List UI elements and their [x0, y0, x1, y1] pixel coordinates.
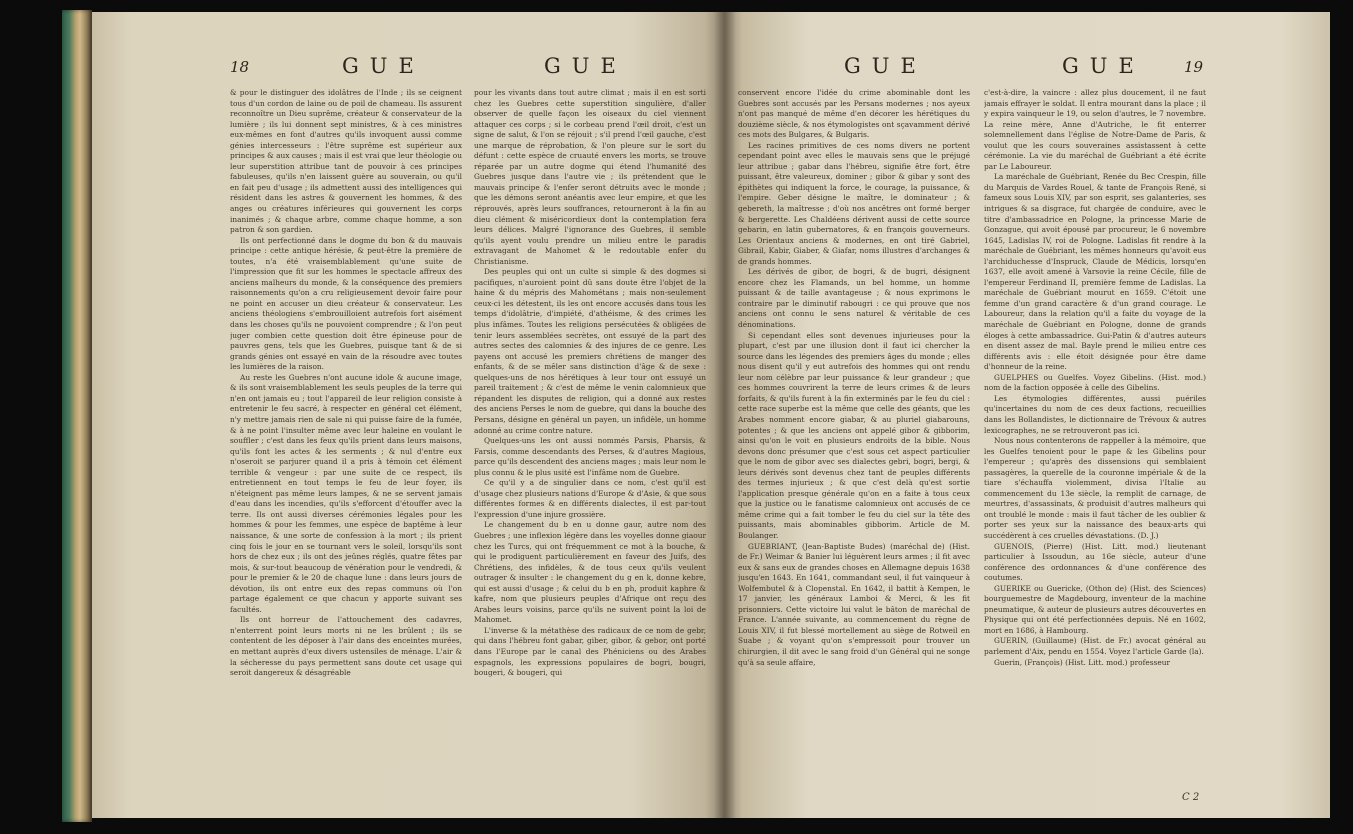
book-edge — [62, 10, 92, 822]
paragraph: Au reste les Guebres n'ont aucune idole & aucune image, & ils sont vraisemblablement les seuls peuples de la terre qui n'en ont jamais eu ; tout l'appareil de leur religion consiste à entretenir le feu sacré, à respecter en général cet élément, n'y mettre jamais rien de sale ni qui puisse faire de la fumée, & à ne point l'insulter même avec leur haleine en voulant le souffler ; c'est dans les feux qu'ils prient dans leurs maisons, qu'ils font les actes & les serments ; & nul d'entre eux n'oseroit se parjurer quand il a pris à témoin cet élément terrible & vengeur : par une suite de ce respect, ils entretiennent en tout temps le feu de leur foyer, ils n'éteignent pas même leurs lampes, & ne se servent jamais d'eau dans les incendies, qu'ils s'efforcent d'étouffer avec la terre. Ils ont aussi diverses cérémonies légales pour les hommes & pour les femmes, une espèce de baptême à leur naissance, & une sorte de confession à la mort ; ils prient cinq fois le jour en se tournant vers le soleil, lorsqu'ils sont hors de chez eux ; ils ont des jeûnes réglés, quatre fêtes par mois, & sur-tout beaucoup de vénération pour le vendredi, & pour le premier & le 20 de chaque lune : dans leurs jours de dévotion, ils ont entre eux des repas communs où l'on partage également ce que chacun y apporte suivant ses facultés. — [230, 372, 462, 614]
paragraph: Le changement du b en u donne gaur, autre nom des Guebres ; une inflexion légère dans les voyelles donne giaour chez les Turcs, qui ont fréquemment ce mot à la bouche, & qui le prodiguent particulièrement en faveur des Juifs, des Chrétiens, des infidèles, & de tous ceux qu'ils veulent outrager & insulter : le changement du g en k, donne kebre, qui est aussi d'usage ; & celui du b en ph, produit kaphre & kafre, nom que plusieurs peuples d'Afrique ont reçu des Arabes leurs voisins, parce qu'ils ne suivent point la loi de Mahomet. — [474, 520, 706, 625]
paragraph: pour les vivants dans tout autre climat ; mais il en est sorti chez les Guebres cette superstition singulière, d'aller observer de quelle façon les oiseaux du ciel viennent attaquer ces corps ; si le corbeau prend l'œil droit, c'est un signe de salut, & l'on se réjouit ; s'il prend l'œil gauche, c'est une marque de réprobation, & l'on pleure sur le sort du défunt : cette espèce de cruauté envers les morts, se trouve réparée par un autre dogme qui étend l'humanité des Guebres jusque dans l'autre vie ; ils prétendent que le mauvais principe & l'enfer seront détruits avec le monde ; que les démons seront anéantis avec leur empire, et que les réprouvés, après leurs souffrances, retourneront à la fin au dieu clément & miséricordieux dont la contemplation fera leurs délices. Malgré l'ignorance des Guebres, il semble qu'ils ayent voulu prendre un milieu entre le paradis extravagant de Mahomet & le redoutable enfer du Christianisme. — [474, 88, 706, 266]
left-page — [92, 12, 724, 818]
paragraph: La maréchale de Guébriant, Renée du Bec Crespin, fille du Marquis de Vardes Rouel, & tante de François René, si fameux sous Louis XIV, par son esprit, ses galanteries, ses intrigues & sa disgrace, fut chargée de conduire, avec le titre d'ambassadrice en Pologne, la princesse Marie de Gonzague, qui avoit épousé par procureur, le 6 novembre 1645, Ladislas IV, roi de Pologne. Ladislas fit rendre à la maréchale de Guébriant, les mêmes honneurs qu'avoit eus l'archiduchesse d'Inspruck, Claude de Médicis, lorsqu'en 1637, elle avoit amené à Varsovie la reine Cécile, fille de l'empereur Ferdinand II, première femme de Ladislas. La maréchale de Guébriant mourut en 1659. C'étoit une femme d'un grand caractère & d'un grand courage. Le Laboureur, dans la relation qu'il a faite du voyage de la maréchale de Guébriant en Pologne, donne de grands éloges à cette ambassadrice. Gui-Patin & d'autres auteurs en disent assez de mal. Bayle prend le milieu entre ces différents avis : elle étoit désignée pour être dame d'honneur de la reine. — [984, 172, 1206, 372]
signature-mark: C 2 — [1182, 792, 1200, 803]
paragraph: GUERIKE ou Guericke, (Othon de) (Hist. des Sciences) bourguemestre de Magdebourg, inventeur de la machine pneumatique, & auteur de plusieurs autres découvertes en Physique qui ont été perfectionnées depuis. Né en 1602, mort en 1686, à Hambourg. — [984, 583, 1206, 635]
paragraph: Des peuples qui ont un culte si simple & des dogmes si pacifiques, n'auroient point dû sans doute être l'objet de la haine & du mépris des Mahométans ; mais non-seulement ceux-ci les détestent, ils les ont encore accusés dans tous les temps d'idolâtrie, d'impiété, d'athéisme, & des crimes les plus infâmes. Toutes les religions persécutées & obligées de tenir leurs assemblées secrètes, ont essuyé de la part des autres sectes des calomnies & des injures de ce genre. Les payens ont accusé les premiers chrétiens de manger des enfants, & de se mêler sans distinction d'âge & de sexe : quelques-uns de nos hérétiques à leur tour ont essuyé un pareil traitement ; & c'est de même le venin calomnieux que répandent les disputes de religion, qui a donné aux restes des anciens Perses le nom de guebre, qui dans la bouche des Persans, désigne en général un payen, un infidèle, un homme adonné au crime contre nature. — [474, 267, 706, 435]
running-head-right-1: GUE — [844, 54, 927, 78]
paragraph: Ils ont horreur de l'attouchement des cadavres, n'enterrent point leurs morts ni ne les brûlent ; ils se contentent de les déposer à l'air dans des enceintes murées, en mettant auprès d'eux divers ustensiles de ménage. L'air & la sécheresse du pays permettent sans doute cet usage qui seroit dangereux & désagréable — [230, 615, 462, 678]
paragraph: Les racines primitives de ces noms divers ne portent cependant point avec elles le mauvais sens que le préjugé leur attribue ; gabar dans l'hébreu, signifie être fort, être puissant, être valeureux, dominer ; gibor & gibar y sont des épithètes qui indiquent la force, le courage, la puissance, & l'empire. Geber désigne le maître, le dominateur ; & gebereth, la maîtresse ; d'où nos ancêtres ont formé berger & bergerette. Les Chaldéens dérivent aussi de cette source gebarin, en latin gubernatores, & en françois gouverneurs. Les Orientaux anciens & modernes, en ont tiré Gabriel, Gibrail, Kabir, Giaber, & Giafar, noms illustres d'archanges & de grands hommes. — [738, 140, 970, 266]
page-number-right: 19 — [1184, 58, 1204, 76]
paragraph: Quelques-uns les ont aussi nommés Parsis, Pharsis, & Farsis, comme descendants des Perses, & d'autres Magious, parce qu'ils descendent des anciens mages ; mais leur nom le plus connu & le plus usité est l'infâme nom de Guebre. — [474, 436, 706, 477]
left-column-2 — [474, 88, 706, 679]
paragraph: Ils ont perfectionné dans le dogme du bon & du mauvais principe : cette antique hérésie, & peut-être la première de toutes, n'a été vraisemblablement qu'une suite de l'impression que fit sur les hommes le spectacle affreux des anciens malheurs du monde, & la conséquence des premiers raisonnements qu'on a cru religieusement devoir faire pour ne point en accuser un dieu créateur & conservateur. Les anciens théologiens s'embrouilloient autrefois fort aisément dans les choses qu'ils ne pouvoient comprendre ; & l'on peut juger combien cette question doit être épineuse pour de pauvres gens, tels que les Guebres, puisque tant & de si grands génies ont essayé en vain de la résoudre avec toutes les lumières de la raison. — [230, 235, 462, 372]
running-head-right-2: GUE — [1062, 54, 1145, 78]
paragraph: Nous nous contenterons de rappeller à la mémoire, que les Guelfes tenoient pour le pape & les Gibelins pour l'empereur ; qu'après des dissensions qui semblaient passagères, la querelle de la couronne impériale & de la tiare s'échauffa violemment, divisa l'Italie au commencement du 13e siècle, la remplit de carnage, de meurtres, d'assassinats, & produisit d'autres malheurs qui ont troublé le monde : mais il faut tâcher de les oublier & porter ses yeux sur la naissance des beaux-arts qui succédèrent à ces cruelles dévastations. (D. J.) — [984, 436, 1206, 540]
paragraph: Guerin, (François) (Hist. Litt. mod.) professeur — [994, 657, 1170, 667]
right-column-2 — [984, 88, 1206, 668]
paragraph: conservent encore l'idée du crime abominable dont les Guebres sont accusés par les Persans modernes ; nos ayeux n'ont pas manqué de même d'en décorer les hérétiques du douzième siècle, & nos étymologistes ont sçavamment dérivé ces mots des Bulgares, & Bulgaris. — [738, 88, 970, 140]
left-column-1 — [230, 88, 462, 679]
paragraph: Ce qu'il y a de singulier dans ce nom, c'est qu'il est d'usage chez plusieurs nations d'Europe & d'Asie, & que sous différentes formes & en différents dialectes, il est par-tout l'expression d'une injure grossière. — [474, 478, 706, 519]
paragraph: & pour le distinguer des idolâtres de l'Inde ; ils se ceignent tous d'un cordon de laine ou de poil de chameau. Ils assurent reconnoître un Dieu suprême, créateur & conservateur de la lumière ; ils lui donnent sept ministres, & à ces ministres eux-mêmes en font d'autres qu'ils invoquent aussi comme génies intercesseurs : l'être suprême est supérieur aux principes & aux causes ; mais il est vrai que leur théologie ou leur superstition attribue tant de pouvoir à ces principes fabuleuses, qu'ils n'en laissent guère au souverain, ou qu'il en fait peu d'usage ; ils admettent aussi des intelligences qui résident dans les astres & gouvernent les hommes, & des anges ou créatures inférieures qui gouvernent les corps inanimés ; & chaque arbre, comme chaque homme, a son patron & son gardien. — [230, 88, 462, 235]
running-head-left-2: GUE — [544, 54, 627, 78]
paragraph: Si cependant elles sont devenues injurieuses pour la plupart, c'est par une illusion dont il faut ici chercher la source dans les légendes des premiers âges du monde ; elles nous disent qu'il y eut autrefois des hommes qui ont rendu leur nom célèbre par leur puissance & leur grandeur ; que ces hommes couvrirent la terre de leurs crimes & de leurs forfaits, & qu'ils furent à la fin exterminés par le feu du ciel : cette race superbe est la même que celle des géants, que les Arabes nomment encore giabar, & au pluriel giabarouns, potentes ; & que les anciens ont appelé gibor & gibborim, ainsi qu'on le voit en plusieurs endroits de la bible. Nous devons donc présumer que c'est sous cet aspect particulier que le nom de gibor avec ses dialectes gebri, bogri, bergi, & leurs dérivés sont devenus chez tant de peuples différents des termes injurieux ; & que c'est delà qu'est sortie l'application presque générale qu'on en a faite à tous ceux que la justice ou le fanatisme calomnieux ont accusés de ce même crime qui a fait tomber le feu du ciel sur la tête des puissants, mais abominables gibborim. Article de M. Boulanger. — [738, 330, 970, 540]
paragraph: L'inverse & la métathèse des radicaux de ce nom de gebr, qui dans l'hébreu font gabar, giber, gibor, & gebor, ont porté dans l'Europe par le canal des Phéniciens ou des Arabes espagnols, les expressions populaires de bogri, bougri, bougeri, & bougeri, qui — [474, 625, 706, 678]
paragraph: GUEBRIANT, (Jean-Baptiste Budes) (maréchal de) (Hist. de Fr.) Weimar & Banier lui léguèrent leurs armes ; il fit avec eux & sans eux de grandes choses en Allemagne depuis 1638 jusqu'en 1643. En 1641, commandant seul, il fut vainqueur à Wolfembutel & à Clopenstal. En 1642, il battit à Kempen, le 17 janvier, les généraux Lamboi & Merci, & les fit prisonniers. Cette victoire lui valut le bâton de maréchal de France. L'année suivante, au commencement du règne de Louis XIV, il fut blessé mortellement au siège de Rotweil en Suabe ; & voyant qu'on s'empressoit pour trouver un chirurgien, il dit avec le sang froid d'un Général qui ne songe qu'à sa seule affaire, — [738, 541, 970, 667]
paragraph: c'est-à-dire, la vaincre : allez plus doucement, il ne faut jamais effrayer le soldat. Il entra mourant dans la place ; il y expira vainqueur le 19, ou selon d'autres, le 7 novembre. La reine mère, Anne d'Autriche, le fit enterrer solemnellement dans l'église de Notre-Dame de Paris, & voulut que les cours souveraines assistassent à cette cérémonie. La vie du maréchal de Guébriant a été écrite par Le Laboureur. — [984, 88, 1206, 171]
running-head-left-1: GUE — [342, 54, 425, 78]
page-number-left: 18 — [230, 58, 250, 76]
paragraph: Les dérivés de gibor, de bogri, & de bugri, désignent encore chez les Flamands, un bel homme, un homme puissant & de taille avantageuse ; & nous exprimons le contraire par le diminutif rabougri : ce qui prouve que nos anciens ont connu le sens naturel & véritable de ces dénominations. — [738, 267, 970, 330]
right-page — [724, 12, 1330, 818]
paragraph: GUELPHES ou Guelfes. Voyez Gibelins. (Hist. mod.) nom de la faction opposée à celle des Gibelins. — [984, 372, 1206, 393]
paragraph: GUENOIS, (Pierre) (Hist. Litt. mod.) lieutenant particulier à Issoudun, au 16e siècle, auteur d'une conférence des ordonnances & d'une conférence des coutumes. — [984, 541, 1206, 583]
paragraph: GUERIN, (Guillaume) (Hist. de Fr.) avocat général au parlement d'Aix, pendu en 1554. Voyez l'article Garde (la). — [984, 636, 1206, 656]
paragraph: Les étymologies différentes, aussi puériles qu'incertaines du nom de ces deux factions, recueillies dans les Bollandistes, le dictionnaire de Trévoux & autres lexicographes, ne se retrouveront pas ici. — [984, 393, 1206, 435]
right-column-1 — [738, 88, 970, 668]
